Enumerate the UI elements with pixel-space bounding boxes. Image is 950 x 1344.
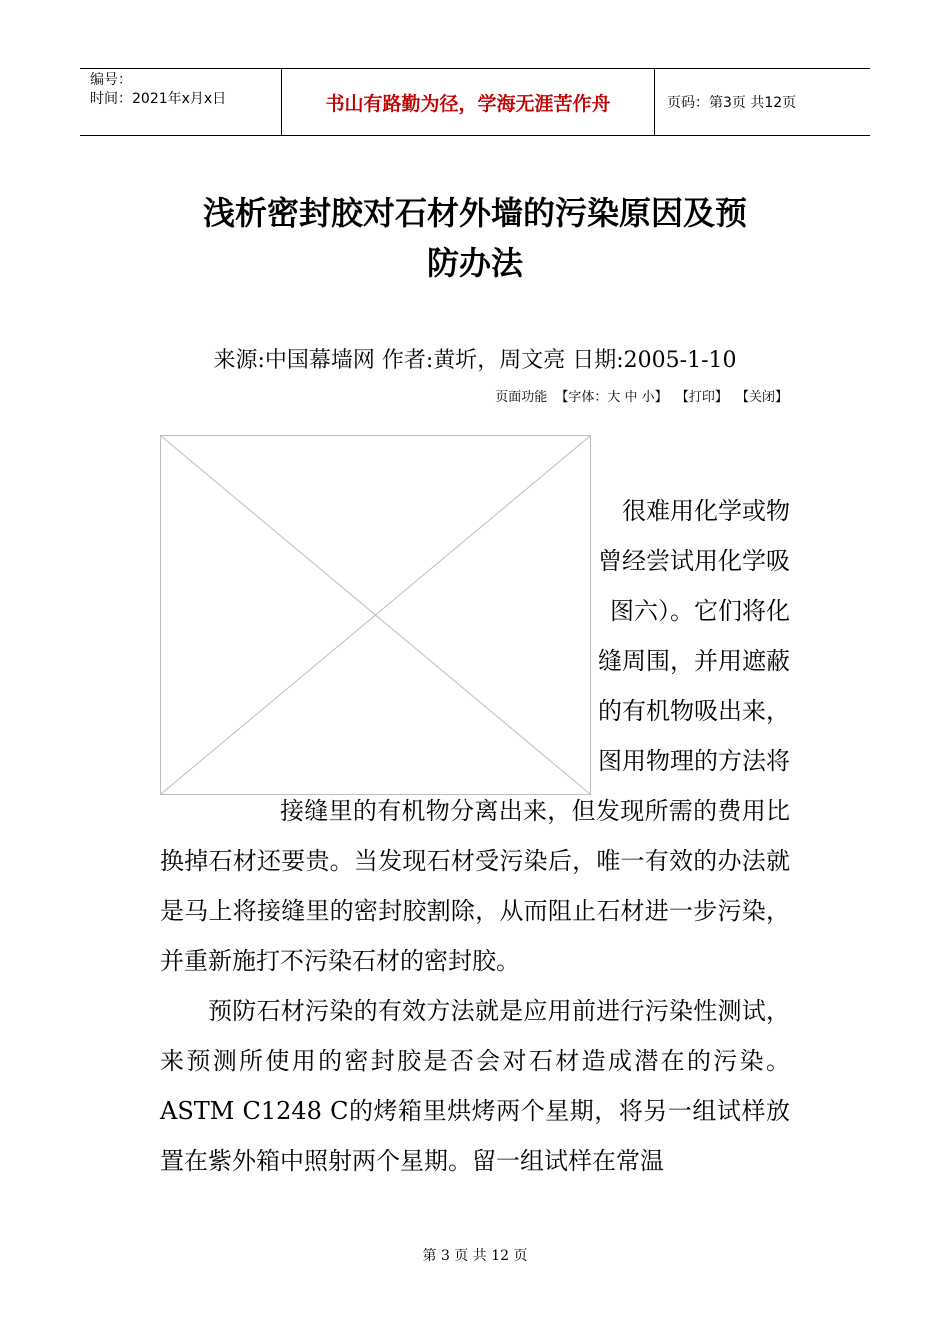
title-line-1: 浅析密封胶对石材外墙的污染原因及预 <box>202 194 747 232</box>
wrap-line-3: 图六）。它们将化 <box>610 597 790 625</box>
header-table <box>80 68 870 136</box>
image-placeholder <box>160 435 591 795</box>
paragraph-2: 预防石材污染的有效方法就是应用前进行污染性测试，来预测所使用的密封胶是否会对石材造成潜在的污染。ASTM C1248 C的烤箱里烘烤两个星期，将另一组试样放置在紫外箱中照射两个星期。留一组试样在常温 <box>160 997 790 1175</box>
page-info: 页码：第3页 共12页 <box>667 95 797 111</box>
header-meta <box>80 69 281 135</box>
wrap-line-5: 的有机物吸出来， <box>598 697 790 725</box>
page-functions <box>491 388 788 408</box>
motto: 书山有路勤为径，学海无涯苦作舟 <box>281 69 655 135</box>
wrap-line-4: 缝周围，并用遮蔽 <box>598 647 790 675</box>
number-label: 编号： <box>90 72 132 88</box>
wrap-line-2: 曾经尝试用化学吸 <box>598 547 790 575</box>
font-size-control[interactable]: 【字体：大 中 小】 <box>555 390 668 405</box>
paragraph-1-rest: 接缝里的有机物分离出来，但发现所需的费用比换掉石材还要贵。当发现石材受污染后，唯一有效的办法就是马上将接缝里的密封胶割除，从而阻止石材进一步污染， 并重新施打不污染石材的密封胶。 <box>160 797 790 975</box>
close-link[interactable]: 【关闭】 <box>735 390 788 405</box>
page-footer: 第 3 页 共 12 页 <box>422 1248 528 1264</box>
wrap-line-1: 很难用化学或物 <box>622 497 790 525</box>
broken-image-icon <box>161 436 590 794</box>
time-label: 时间：2021年x月x日 <box>90 91 227 107</box>
title-line-2: 防办法 <box>426 244 523 282</box>
print-link[interactable]: 【打印】 <box>675 390 728 405</box>
article-title <box>160 188 790 288</box>
functions-label: 页面功能 <box>495 390 548 405</box>
source-line: 来源:中国幕墙网 作者:黄圻，周文亮 日期:2005-1-10 <box>213 348 737 373</box>
wrap-line-6: 图用物理的方法将 <box>598 747 790 775</box>
